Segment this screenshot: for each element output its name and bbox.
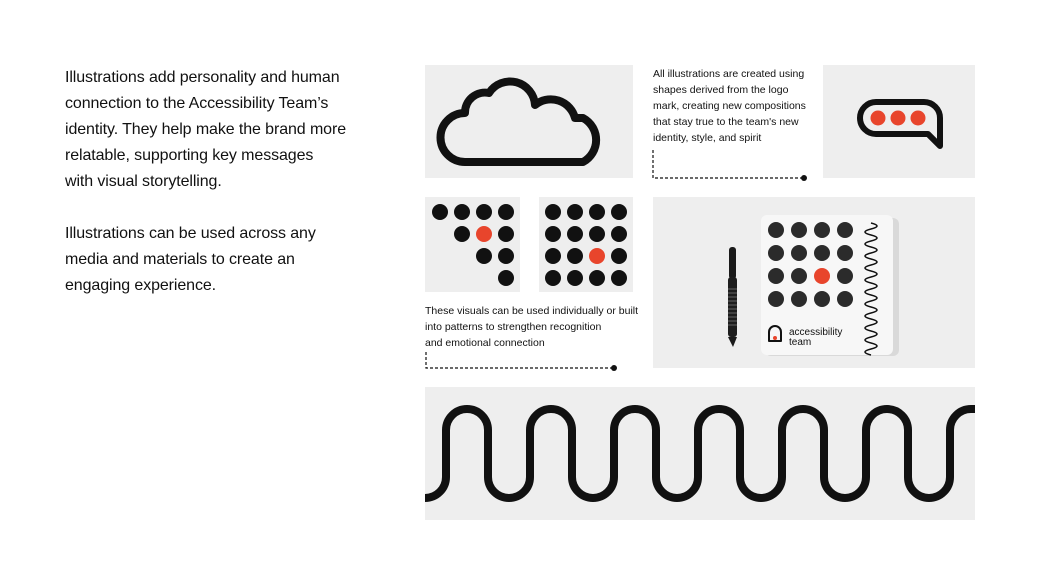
caption-line: into patterns to strengthen recognition	[425, 321, 602, 333]
intro-paragraph-1	[65, 65, 365, 195]
intro-line: Illustrations add personality and human	[65, 69, 340, 86]
triangle-dot-panel	[425, 197, 520, 292]
cloud-icon	[425, 65, 633, 178]
caption-line: and emotional connection	[425, 337, 545, 349]
caption-line: These visuals can be used individually or built	[425, 305, 639, 317]
triangle-dot-pattern-icon	[425, 197, 520, 292]
logo-line-1: accessibility	[789, 327, 843, 338]
pen-icon	[723, 245, 743, 349]
caption-line: shapes derived from the logo	[653, 84, 789, 96]
caption-line: that stay true to the team's new	[653, 116, 799, 128]
caption-line: mark, creating new compositions	[653, 100, 806, 112]
intro-line: Illustrations can be used across any	[65, 225, 316, 242]
square-dot-pattern-icon	[539, 197, 633, 292]
intro-line: with visual storytelling.	[65, 173, 222, 190]
shapes-caption	[653, 66, 818, 146]
caption-line: identity, style, and spirit	[653, 132, 762, 144]
speech-bubble-panel	[823, 65, 975, 178]
intro-paragraph-2	[65, 221, 365, 299]
wave-panel	[425, 387, 975, 520]
notebook-logo-text	[789, 328, 842, 348]
caption-line: All illustrations are created using	[653, 68, 805, 80]
patterns-caption	[425, 303, 640, 351]
intro-line: relatable, supporting key messages	[65, 147, 314, 164]
notebook-mockup-panel	[653, 197, 975, 368]
intro-line: media and materials to create an	[65, 251, 295, 268]
intro-line: connection to the Accessibility Team’s	[65, 95, 329, 112]
speech-bubble-dots-icon	[823, 65, 975, 178]
cloud-panel	[425, 65, 633, 178]
patterns-connector-line	[423, 350, 623, 374]
intro-line: identity. They help make the brand more	[65, 121, 346, 138]
wave-line-icon	[425, 387, 975, 520]
logo-line-2: team	[789, 337, 812, 348]
square-dot-panel	[539, 197, 633, 292]
notebook-icon	[759, 215, 899, 358]
intro-line: engaging experience.	[65, 277, 217, 294]
shapes-connector-line	[650, 148, 810, 182]
